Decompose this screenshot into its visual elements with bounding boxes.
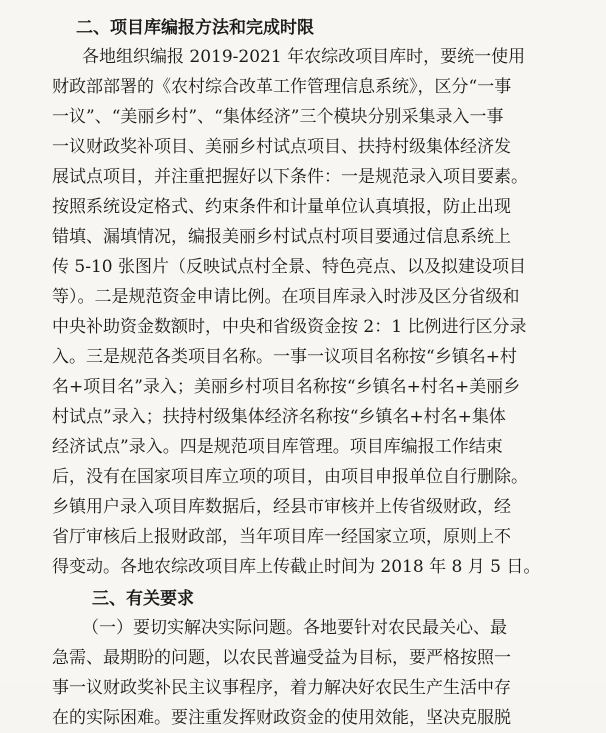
section-3-line: 在的实际困难。要注重发挥财政资金的使用效能，坚决克服脱 — [52, 708, 511, 728]
section-2-line: 一议财政奖补项目、美丽乡村试点项目、扶持村级集体经济发 — [52, 137, 511, 157]
section-2-line: 村试点”录入；扶持村级集体经济名称按“乡镇名+村名+集体 — [52, 407, 506, 427]
section-2-line: 经济试点”录入。四是规范项目库管理。项目库编报工作结束 — [52, 437, 503, 457]
section-2-heading: 二、项目库编报方法和完成时限 — [76, 18, 314, 38]
section-2-line: 省厅审核后上报财政部，当年项目库一经国家立项，原则上不 — [52, 527, 511, 547]
section-3-heading: 三、有关要求 — [92, 589, 194, 609]
document-body — [52, 14, 572, 733]
section-2-line: 乡镇用户录入项目库数据后，经县市审核并上传省级财政，经 — [52, 497, 511, 517]
section-3-line: 事一议财政奖补民主议事程序，着力解决好农民生产生活中存 — [52, 678, 511, 698]
section-2-line: 名+项目名”录入；美丽乡村项目名称按“乡镇名+村名+美丽乡 — [52, 377, 521, 397]
section-3-line: （一）要切实解决实际问题。各地要针对农民最关心、最 — [82, 618, 507, 638]
section-2-line: 后，没有在国家项目库立项的项目，由项目申报单位自行删除。 — [52, 467, 528, 487]
section-2-line: 得变动。各地农综改项目库上传截止时间为 2018 年 8 月 5 日。 — [52, 557, 541, 577]
section-2-line: 传 5-10 张图片（反映试点村全景、特色亮点、以及拟建设项目 — [52, 257, 526, 277]
section-2-line: 展试点项目，并注重把握好以下条件：一是规范录入项目要素。 — [52, 167, 528, 187]
section-2-line: 各地组织编报 2019-2021 年农综改项目库时，要统一使用 — [82, 47, 526, 67]
section-2-line: 按照系统设定格式、约束条件和计量单位认真填报，防止出现 — [52, 197, 511, 217]
section-2-line: 中央补助资金数额时，中央和省级资金按 2：1 比例进行区分录 — [52, 317, 527, 337]
section-2-line: 入。三是规范各类项目名称。一事一议项目名称按“乡镇名+村 — [52, 347, 517, 367]
section-2-line: 等）。二是规范资金申请比例。在项目库录入时涉及区分省级和 — [52, 287, 520, 307]
section-2-line: 一议”、“美丽乡村”、“集体经济”三个模块分别采集录入一事 — [52, 107, 504, 127]
section-2-line: 财政部部署的《农村综合改革工作管理信息系统》，区分“一事 — [52, 77, 512, 97]
section-3-line: 急需、最期盼的问题，以农民普遍受益为目标，要严格按照一 — [52, 648, 511, 668]
section-2-line: 错填、漏填情况，编报美丽乡村试点村项目要通过信息系统上 — [52, 227, 511, 247]
